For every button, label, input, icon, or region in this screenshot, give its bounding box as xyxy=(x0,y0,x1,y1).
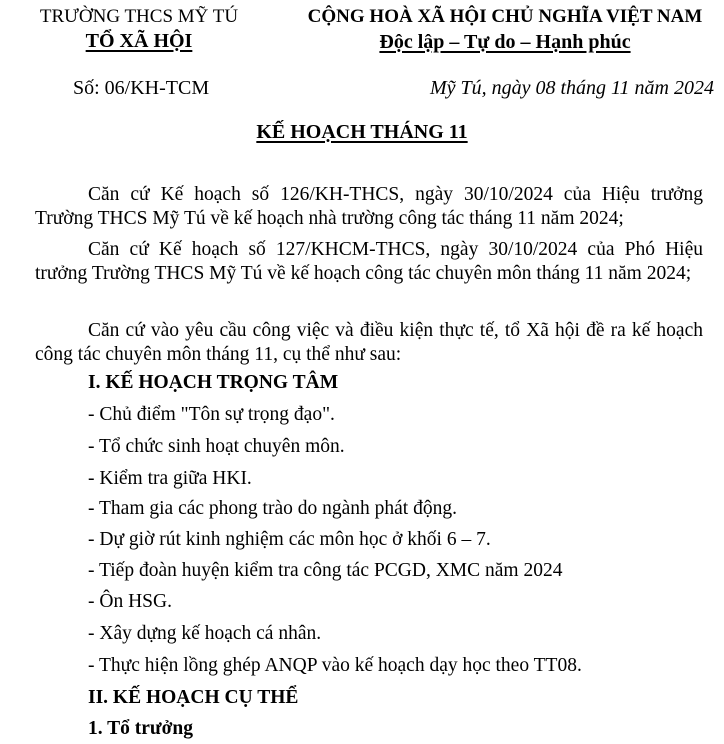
republic-title: CỘNG HOÀ XÃ HỘI CHỦ NGHĨA VIỆT NAM xyxy=(307,6,703,27)
paragraph-basis-1: Căn cứ Kế hoạch số 126/KH-THCS, ngày 30/10/2024 của Hiệu trưởng Trường THCS Mỹ Tú về kế hoạch nhà trường công tác tháng 11 năm 2024; xyxy=(35,184,703,229)
list-item: - Kiểm tra giữa HKI. xyxy=(88,468,252,489)
paragraph-basis-2: Căn cứ Kế hoạch số 127/KHCM-THCS, ngày 30/10/2024 của Phó Hiệu trưởng Trường THCS Mỹ Tú về kế hoạch công tác chuyên môn tháng 11 năm 2024; xyxy=(35,239,703,284)
list-item: - Xây dựng kế hoạch cá nhân. xyxy=(88,623,322,644)
subsection-1-heading: 1. Tổ trưởng xyxy=(88,718,194,739)
document-number: Số: 06/KH-TCM xyxy=(73,77,210,99)
list-item: - Thực hiện lồng ghép ANQP vào kế hoạch dạy học theo TT08. xyxy=(88,655,582,676)
section-1-heading: I. KẾ HOẠCH TRỌNG TÂM xyxy=(88,372,339,393)
paragraph-basis-3: Căn cứ vào yêu cầu công việc và điều kiện thực tế, tổ Xã hội đề ra kế hoạch công tác chuyên môn tháng 11, cụ thể như sau: xyxy=(35,320,703,365)
list-item: - Chủ điểm "Tôn sự trọng đạo". xyxy=(88,404,335,425)
national-motto: Độc lập – Tự do – Hạnh phúc xyxy=(379,31,631,53)
place-date: Mỹ Tú, ngày 08 tháng 11 năm 2024 xyxy=(429,77,714,99)
list-item: - Tiếp đoàn huyện kiểm tra công tác PCGD, XMC năm 2024 xyxy=(88,560,563,581)
list-item: - Dự giờ rút kinh nghiệm các môn học ở khối 6 – 7. xyxy=(88,529,491,550)
department-name: TỔ XÃ HỘI xyxy=(85,30,193,52)
list-item: - Tham gia các phong trào do ngành phát động. xyxy=(88,498,457,519)
list-item: - Ôn HSG. xyxy=(88,591,172,612)
document-title: KẾ HOẠCH THÁNG 11 xyxy=(256,121,468,143)
school-name: TRƯỜNG THCS MỸ TÚ xyxy=(39,6,239,27)
section-2-heading: II. KẾ HOẠCH CỤ THỂ xyxy=(88,687,299,708)
list-item: - Tổ chức sinh hoạt chuyên môn. xyxy=(88,436,345,457)
